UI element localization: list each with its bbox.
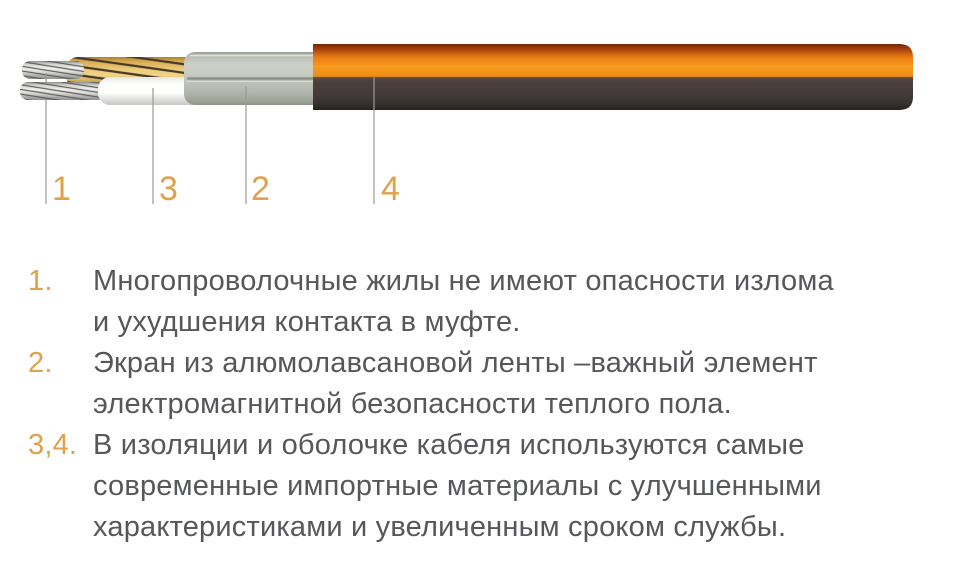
list-item-2-number: 2. [28, 347, 53, 379]
list-item-1 [28, 261, 948, 343]
list-item-3-4-line-2: современные импортные материалы с улучшенными [93, 470, 822, 502]
list-item-1-number: 1. [28, 265, 53, 297]
list-item-3-4-number: 3,4. [28, 429, 78, 461]
list-item-2 [28, 343, 948, 425]
list-item-1-text [93, 261, 948, 343]
feature-list [28, 261, 948, 548]
list-item-3-4-line-1: В изоляции и оболочке кабеля используются самые [93, 429, 805, 461]
list-item-2-line-1: Экран из алюмолавсановой ленты –важный элемент [93, 347, 818, 379]
list-item-2-line-2: электромагнитной безопасности теплого пола. [93, 388, 732, 420]
callout-number-1: 1 [52, 170, 71, 208]
list-item-2-text [93, 343, 948, 425]
bottom-conductor-strands [20, 82, 110, 100]
list-item-1-line-2: и ухудшения контакта в муфте. [93, 306, 521, 338]
callout-number-4: 4 [381, 170, 400, 208]
outer-jacket-layer [313, 44, 913, 110]
list-item-3-4-line-3: характеристиками и увеличенным сроком службы. [93, 511, 787, 543]
list-item-3-4-text [93, 425, 948, 548]
top-conductor-strands [22, 61, 84, 79]
list-item-3-4 [28, 425, 948, 548]
callout-number-3: 3 [159, 170, 178, 208]
cable-illustration [0, 0, 971, 232]
callout-number-2: 2 [251, 170, 270, 208]
screen-layer [184, 52, 332, 105]
list-item-1-line-1: Многопроволочные жилы не имеют опасности излома [93, 265, 834, 297]
cable-figure [0, 0, 971, 232]
